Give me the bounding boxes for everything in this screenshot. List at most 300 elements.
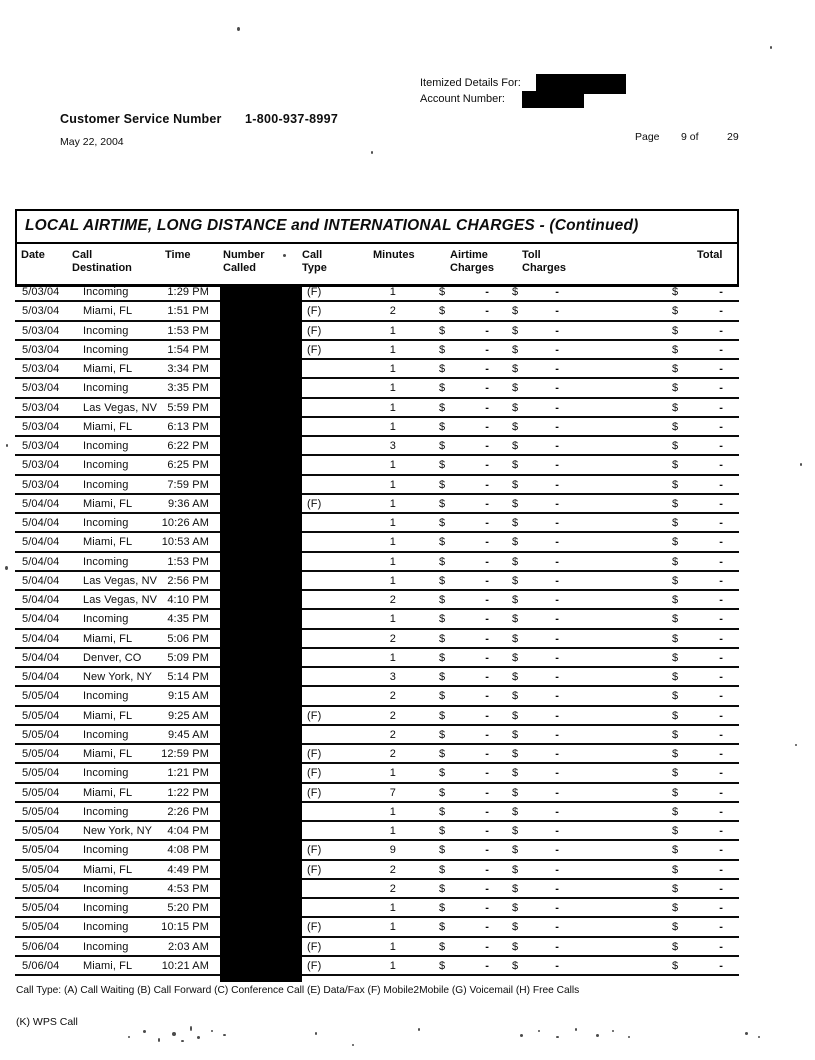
call-date: 5/05/04 <box>22 748 60 760</box>
call-time: 1:29 PM <box>167 286 209 298</box>
toll-currency: $ <box>512 363 519 375</box>
call-destination: Miami, FL <box>83 420 133 433</box>
call-minutes: 1 <box>389 382 396 395</box>
call-type-code: (F) <box>307 286 322 298</box>
scan-speck <box>237 27 240 31</box>
total-currency: $ <box>672 420 679 433</box>
column-header-total: Total <box>697 249 723 261</box>
toll-charge-value: - <box>555 709 559 722</box>
scan-speck <box>190 1026 192 1031</box>
airtime-charge-value: - <box>485 286 489 298</box>
call-destination: Miami, FL <box>83 497 133 510</box>
call-destination: Miami, FL <box>83 536 133 549</box>
call-destination: Incoming <box>83 805 129 818</box>
scan-speck <box>628 1036 630 1038</box>
call-minutes: 1 <box>389 401 396 414</box>
airtime-currency: $ <box>439 959 446 972</box>
toll-currency: $ <box>512 786 519 799</box>
toll-charge-value: - <box>555 459 559 472</box>
airtime-charge-value: - <box>485 805 489 818</box>
call-date: 5/03/04 <box>22 286 60 298</box>
call-time: 9:15 AM <box>167 690 209 703</box>
airtime-charge-value: - <box>485 844 489 857</box>
toll-charge-value: - <box>555 902 559 914</box>
call-date: 5/04/04 <box>22 555 60 568</box>
table-row <box>15 861 739 880</box>
call-minutes: 2 <box>389 748 396 760</box>
scan-speck <box>352 1044 354 1046</box>
toll-currency: $ <box>512 440 519 452</box>
toll-currency: $ <box>512 709 519 722</box>
scan-speck <box>770 46 772 49</box>
call-time: 1:22 PM <box>167 786 209 799</box>
table-row <box>15 456 739 475</box>
call-minutes: 2 <box>389 594 396 606</box>
call-destination: Incoming <box>83 921 129 934</box>
airtime-currency: $ <box>439 690 446 703</box>
airtime-currency: $ <box>439 517 446 529</box>
total-charge-value: - <box>719 401 723 414</box>
total-charge-value: - <box>719 363 723 375</box>
table-row <box>15 957 739 976</box>
call-destination: Incoming <box>83 324 129 337</box>
column-header-call-destination: Call Destination <box>72 249 132 274</box>
table-row <box>15 938 739 957</box>
airtime-charge-value: - <box>485 863 489 876</box>
toll-currency: $ <box>512 671 519 683</box>
call-date: 5/05/04 <box>22 690 60 703</box>
call-minutes: 1 <box>389 921 396 934</box>
scan-speck <box>223 1034 226 1036</box>
call-date: 5/05/04 <box>22 805 60 818</box>
toll-currency: $ <box>512 497 519 510</box>
wps-call-note: (K) WPS Call <box>16 1016 78 1028</box>
total-charge-value: - <box>719 671 723 683</box>
table-row <box>15 322 739 341</box>
scan-speck <box>795 744 797 746</box>
redacted-account-number <box>522 91 584 108</box>
toll-charge-value: - <box>555 882 559 895</box>
total-currency: $ <box>672 748 679 760</box>
toll-currency: $ <box>512 825 519 837</box>
toll-currency: $ <box>512 594 519 606</box>
call-destination: Las Vegas, NV <box>83 401 158 414</box>
toll-charge-value: - <box>555 440 559 452</box>
total-charge-value: - <box>719 613 723 626</box>
total-currency: $ <box>672 767 679 780</box>
call-time: 1:54 PM <box>167 343 209 356</box>
airtime-currency: $ <box>439 401 446 414</box>
total-charge-value: - <box>719 767 723 780</box>
total-charge-value: - <box>719 902 723 914</box>
toll-currency: $ <box>512 940 519 953</box>
call-date: 5/06/04 <box>22 959 60 972</box>
call-time: 3:35 PM <box>167 382 209 395</box>
charges-table-header-box <box>15 209 739 287</box>
call-time: 12:59 PM <box>161 748 209 760</box>
toll-currency: $ <box>512 902 519 914</box>
airtime-currency: $ <box>439 613 446 626</box>
total-currency: $ <box>672 497 679 510</box>
call-destination: Incoming <box>83 940 129 953</box>
airtime-charge-value: - <box>485 305 489 318</box>
toll-currency: $ <box>512 478 519 491</box>
page-label: Page <box>635 131 660 143</box>
call-time: 9:36 AM <box>167 497 209 510</box>
column-header-number-called: Number Called <box>223 249 265 274</box>
itemized-details-label: Itemized Details For: <box>420 77 521 89</box>
call-time: 7:59 PM <box>167 478 209 491</box>
table-row <box>15 283 739 302</box>
airtime-currency: $ <box>439 363 446 375</box>
call-time: 1:53 PM <box>167 324 209 337</box>
toll-currency: $ <box>512 459 519 472</box>
table-row <box>15 591 739 610</box>
call-date: 5/06/04 <box>22 940 60 953</box>
toll-currency: $ <box>512 921 519 934</box>
total-charge-value: - <box>719 420 723 433</box>
table-row <box>15 379 739 398</box>
toll-currency: $ <box>512 632 519 645</box>
toll-charge-value: - <box>555 805 559 818</box>
airtime-currency: $ <box>439 459 446 472</box>
call-minutes: 2 <box>389 709 396 722</box>
table-row <box>15 437 739 456</box>
table-row <box>15 418 739 437</box>
airtime-currency: $ <box>439 825 446 837</box>
table-row <box>15 668 739 687</box>
airtime-currency: $ <box>439 651 446 664</box>
call-destination: Miami, FL <box>83 305 133 318</box>
total-currency: $ <box>672 902 679 914</box>
table-row <box>15 687 739 706</box>
airtime-currency: $ <box>439 786 446 799</box>
total-charge-value: - <box>719 459 723 472</box>
scan-speck <box>538 1030 540 1032</box>
total-currency: $ <box>672 632 679 645</box>
call-minutes: 1 <box>389 324 396 337</box>
call-date: 5/05/04 <box>22 902 60 914</box>
call-minutes: 1 <box>389 497 396 510</box>
call-destination: Incoming <box>83 286 129 298</box>
table-row <box>15 918 739 937</box>
table-row <box>15 822 739 841</box>
toll-currency: $ <box>512 767 519 780</box>
call-minutes: 1 <box>389 343 396 356</box>
toll-charge-value: - <box>555 286 559 298</box>
airtime-currency: $ <box>439 382 446 395</box>
call-destination: Miami, FL <box>83 959 133 972</box>
call-time: 2:26 PM <box>167 805 209 818</box>
total-currency: $ <box>672 517 679 529</box>
call-date: 5/05/04 <box>22 709 60 722</box>
table-row <box>15 899 739 918</box>
total-charge-value: - <box>719 728 723 741</box>
total-currency: $ <box>672 613 679 626</box>
call-type-code: (F) <box>307 940 322 953</box>
call-date: 5/03/04 <box>22 420 60 433</box>
toll-charge-value: - <box>555 632 559 645</box>
airtime-charge-value: - <box>485 555 489 568</box>
toll-charge-value: - <box>555 555 559 568</box>
total-currency: $ <box>672 728 679 741</box>
page-total: 29 <box>727 131 739 143</box>
scan-speck <box>181 1040 184 1042</box>
toll-currency: $ <box>512 805 519 818</box>
total-currency: $ <box>672 844 679 857</box>
call-time: 4:10 PM <box>167 594 209 606</box>
total-charge-value: - <box>719 305 723 318</box>
total-charge-value: - <box>719 940 723 953</box>
airtime-charge-value: - <box>485 343 489 356</box>
scan-speck <box>315 1032 317 1035</box>
table-row <box>15 610 739 629</box>
total-currency: $ <box>672 478 679 491</box>
scan-speck <box>197 1036 200 1039</box>
call-destination: Incoming <box>83 382 129 395</box>
call-type-code: (F) <box>307 786 322 799</box>
airtime-currency: $ <box>439 574 446 587</box>
total-currency: $ <box>672 651 679 664</box>
total-currency: $ <box>672 440 679 452</box>
scan-speck <box>128 1036 130 1038</box>
call-destination: Incoming <box>83 478 129 491</box>
call-minutes: 2 <box>389 863 396 876</box>
call-time: 1:53 PM <box>167 555 209 568</box>
call-date: 5/04/04 <box>22 613 60 626</box>
airtime-currency: $ <box>439 478 446 491</box>
call-minutes: 1 <box>389 940 396 953</box>
call-minutes: 9 <box>389 844 396 857</box>
total-currency: $ <box>672 863 679 876</box>
call-time: 1:21 PM <box>167 767 209 780</box>
table-row <box>15 649 739 668</box>
airtime-charge-value: - <box>485 478 489 491</box>
airtime-currency: $ <box>439 902 446 914</box>
call-type-code: (F) <box>307 497 322 510</box>
call-destination: Miami, FL <box>83 786 133 799</box>
scan-speck <box>143 1030 146 1033</box>
total-currency: $ <box>672 401 679 414</box>
airtime-currency: $ <box>439 728 446 741</box>
call-date: 5/04/04 <box>22 517 60 529</box>
call-destination: Incoming <box>83 459 129 472</box>
call-time: 4:04 PM <box>167 825 209 837</box>
call-type-code: (F) <box>307 343 322 356</box>
toll-currency: $ <box>512 690 519 703</box>
call-destination: Incoming <box>83 517 129 529</box>
total-charge-value: - <box>719 382 723 395</box>
call-date: 5/03/04 <box>22 363 60 375</box>
airtime-charge-value: - <box>485 690 489 703</box>
column-header-call-type: Call Type <box>302 249 327 274</box>
airtime-charge-value: - <box>485 825 489 837</box>
call-destination: Miami, FL <box>83 863 133 876</box>
toll-currency: $ <box>512 420 519 433</box>
total-charge-value: - <box>719 324 723 337</box>
call-minutes: 2 <box>389 632 396 645</box>
total-charge-value: - <box>719 632 723 645</box>
total-charge-value: - <box>719 786 723 799</box>
call-destination: New York, NY <box>83 671 153 683</box>
column-header-airtime-charges: Airtime Charges <box>450 249 495 274</box>
scan-speck <box>520 1034 523 1037</box>
toll-charge-value: - <box>555 420 559 433</box>
call-time: 5:59 PM <box>167 401 209 414</box>
table-row <box>15 399 739 418</box>
total-charge-value: - <box>719 844 723 857</box>
total-currency: $ <box>672 882 679 895</box>
toll-charge-value: - <box>555 382 559 395</box>
table-row <box>15 476 739 495</box>
total-charge-value: - <box>719 959 723 972</box>
airtime-currency: $ <box>439 844 446 857</box>
total-currency: $ <box>672 805 679 818</box>
total-currency: $ <box>672 786 679 799</box>
call-date: 5/03/04 <box>22 401 60 414</box>
toll-charge-value: - <box>555 690 559 703</box>
airtime-charge-value: - <box>485 767 489 780</box>
airtime-charge-value: - <box>485 401 489 414</box>
scan-speck <box>371 151 373 154</box>
total-charge-value: - <box>719 825 723 837</box>
call-time: 5:06 PM <box>167 632 209 645</box>
call-type-code: (F) <box>307 863 322 876</box>
scan-speck <box>800 463 802 466</box>
call-minutes: 3 <box>389 440 396 452</box>
total-currency: $ <box>672 690 679 703</box>
total-charge-value: - <box>719 517 723 529</box>
call-minutes: 1 <box>389 825 396 837</box>
table-row <box>15 495 739 514</box>
call-type-code: (F) <box>307 767 322 780</box>
airtime-charge-value: - <box>485 959 489 972</box>
call-date: 5/04/04 <box>22 497 60 510</box>
call-minutes: 1 <box>389 363 396 375</box>
total-charge-value: - <box>719 921 723 934</box>
airtime-currency: $ <box>439 632 446 645</box>
total-charge-value: - <box>719 286 723 298</box>
total-charge-value: - <box>719 594 723 606</box>
total-charge-value: - <box>719 863 723 876</box>
call-destination: Incoming <box>83 767 129 780</box>
call-time: 1:51 PM <box>167 305 209 318</box>
toll-charge-value: - <box>555 324 559 337</box>
airtime-charge-value: - <box>485 882 489 895</box>
call-destination: Denver, CO <box>83 651 142 664</box>
airtime-charge-value: - <box>485 594 489 606</box>
table-row <box>15 745 739 764</box>
airtime-currency: $ <box>439 343 446 356</box>
call-type-code: (F) <box>307 324 322 337</box>
toll-currency: $ <box>512 382 519 395</box>
table-row <box>15 707 739 726</box>
call-date: 5/04/04 <box>22 594 60 606</box>
toll-currency: $ <box>512 286 519 298</box>
toll-charge-value: - <box>555 574 559 587</box>
total-currency: $ <box>672 459 679 472</box>
call-minutes: 1 <box>389 805 396 818</box>
call-time: 4:08 PM <box>167 844 209 857</box>
toll-currency: $ <box>512 574 519 587</box>
call-time: 9:45 AM <box>167 728 209 741</box>
call-destination: Incoming <box>83 882 129 895</box>
total-currency: $ <box>672 959 679 972</box>
toll-currency: $ <box>512 959 519 972</box>
call-time: 3:34 PM <box>167 363 209 375</box>
call-type-code: (F) <box>307 959 322 972</box>
total-currency: $ <box>672 921 679 934</box>
toll-charge-value: - <box>555 825 559 837</box>
toll-currency: $ <box>512 343 519 356</box>
airtime-currency: $ <box>439 305 446 318</box>
airtime-charge-value: - <box>485 632 489 645</box>
page-number: 9 of <box>681 131 699 143</box>
call-date: 5/05/04 <box>22 825 60 837</box>
total-currency: $ <box>672 536 679 549</box>
airtime-currency: $ <box>439 420 446 433</box>
call-destination: Miami, FL <box>83 363 133 375</box>
airtime-currency: $ <box>439 767 446 780</box>
total-currency: $ <box>672 363 679 375</box>
call-time: 2:56 PM <box>167 574 209 587</box>
scan-speck <box>556 1036 559 1038</box>
call-date: 5/03/04 <box>22 324 60 337</box>
table-row <box>15 514 739 533</box>
table-column-headers <box>17 244 737 284</box>
scan-speck <box>283 254 286 257</box>
toll-charge-value: - <box>555 844 559 857</box>
call-date: 5/05/04 <box>22 728 60 741</box>
total-charge-value: - <box>719 690 723 703</box>
call-destination: Incoming <box>83 343 129 356</box>
toll-charge-value: - <box>555 748 559 760</box>
customer-service-number: 1-800-937-8997 <box>245 112 339 126</box>
airtime-currency: $ <box>439 555 446 568</box>
airtime-charge-value: - <box>485 902 489 914</box>
call-minutes: 2 <box>389 690 396 703</box>
call-time: 5:20 PM <box>167 902 209 914</box>
airtime-currency: $ <box>439 882 446 895</box>
statement-date: May 22, 2004 <box>60 136 124 148</box>
call-time: 4:35 PM <box>167 613 209 626</box>
table-title: LOCAL AIRTIME, LONG DISTANCE and INTERNATIONAL CHARGES - (Continued) <box>17 211 737 244</box>
airtime-charge-value: - <box>485 940 489 953</box>
table-row <box>15 533 739 552</box>
call-date: 5/03/04 <box>22 382 60 395</box>
total-currency: $ <box>672 594 679 606</box>
airtime-currency: $ <box>439 536 446 549</box>
call-date: 5/05/04 <box>22 863 60 876</box>
total-currency: $ <box>672 574 679 587</box>
toll-charge-value: - <box>555 863 559 876</box>
table-row <box>15 630 739 649</box>
call-minutes: 1 <box>389 517 396 529</box>
toll-currency: $ <box>512 401 519 414</box>
call-minutes: 1 <box>389 420 396 433</box>
toll-currency: $ <box>512 863 519 876</box>
scan-speck <box>596 1034 599 1037</box>
call-date: 5/03/04 <box>22 305 60 318</box>
call-date: 5/04/04 <box>22 651 60 664</box>
call-destination: Miami, FL <box>83 632 133 645</box>
table-row <box>15 880 739 899</box>
call-date: 5/05/04 <box>22 882 60 895</box>
toll-charge-value: - <box>555 921 559 934</box>
airtime-currency: $ <box>439 286 446 298</box>
toll-charge-value: - <box>555 594 559 606</box>
total-currency: $ <box>672 382 679 395</box>
